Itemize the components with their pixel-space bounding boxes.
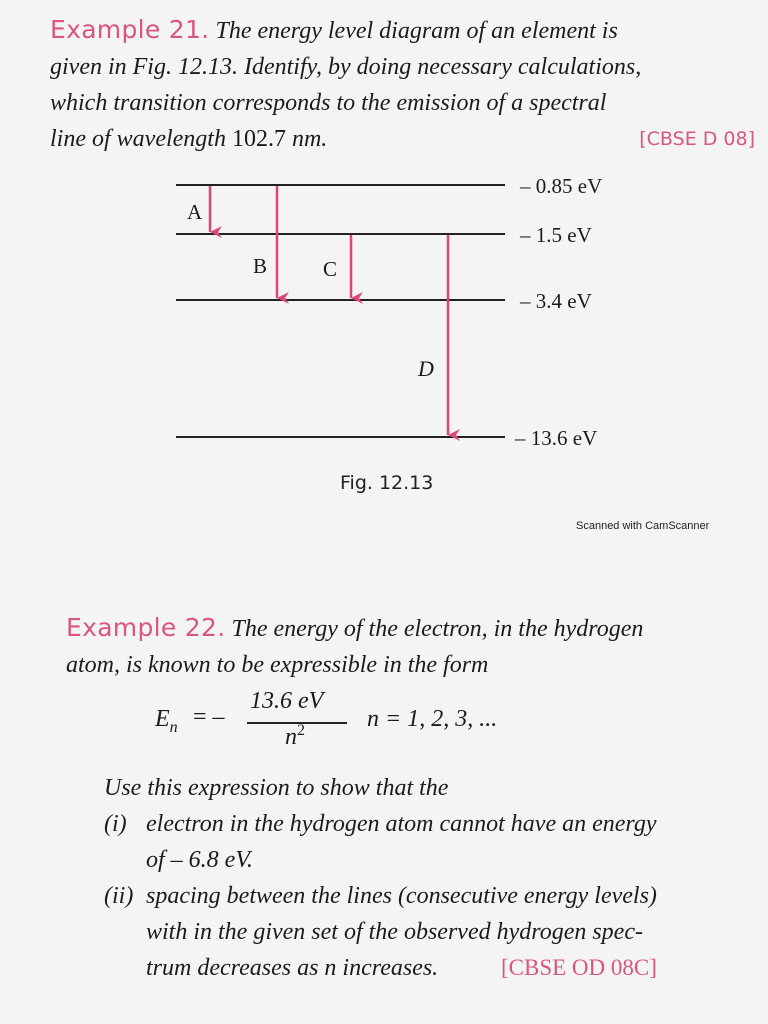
- item-ii-line-3: trum decreases as n increases.: [146, 955, 439, 981]
- figure-caption: Fig. 12.13: [340, 472, 434, 494]
- transition-label-a: A: [187, 200, 203, 224]
- example-21-text-4-suffix: nm.: [285, 126, 328, 152]
- level-label-1: – 0.85 eV: [520, 174, 603, 198]
- list-item-i-text: [146, 806, 657, 878]
- item-ii-line-1: spacing between the lines (consecutive energy levels): [146, 883, 657, 909]
- formula-lhs-subscript: n: [169, 718, 178, 736]
- list-marker-i: (i): [104, 811, 127, 837]
- formula-equals: = –: [193, 704, 225, 730]
- example-22-heading: Example 22.: [66, 613, 226, 642]
- formula-lhs-symbol: E: [155, 706, 170, 732]
- formula-numerator: 13.6 eV: [250, 688, 324, 714]
- item-ii-line-2: with in the given set of the observed hydrogen spec-: [146, 919, 643, 945]
- formula-lhs: [155, 706, 178, 737]
- item-i-line-1: electron in the hydrogen atom cannot have an energy: [146, 811, 657, 837]
- list-item: [104, 878, 754, 986]
- transition-label-c: C: [323, 257, 338, 281]
- transition-label-d: D: [418, 356, 434, 381]
- wavelength-value: 102.7: [231, 126, 286, 152]
- formula-condition: n = 1, 2, 3, ...: [367, 706, 498, 732]
- example-21-text-4-prefix: line of wavelength: [50, 126, 232, 152]
- list-item-ii-text: [146, 878, 657, 986]
- example-21-text-1: The energy level diagram of an element is: [215, 18, 618, 44]
- formula-denominator: [285, 722, 305, 751]
- list-item: [104, 806, 754, 878]
- example-22-body: [104, 770, 754, 986]
- example-22-line-1: [66, 610, 756, 647]
- level-label-3: – 3.4 eV: [520, 289, 592, 313]
- level-label-2: – 1.5 eV: [520, 223, 592, 247]
- scanner-watermark: Scanned with CamScanner: [576, 520, 710, 532]
- formula-denominator-symbol: n: [285, 724, 297, 750]
- example-22-text-1: The energy of the electron, in the hydrogen: [231, 616, 644, 642]
- example-21-text-3: which transition corresponds to the emission of a spectral: [50, 90, 607, 116]
- item-i-line-2: of – 6.8 eV.: [146, 847, 253, 873]
- level-label-4: – 13.6 eV: [515, 426, 598, 450]
- example-22: [66, 610, 756, 683]
- example-22-reference: [CBSE OD 08C]: [501, 955, 657, 980]
- example-22-text-2: atom, is known to be expressible in the form: [66, 652, 489, 678]
- energy-formula: [155, 688, 575, 758]
- energy-level-diagram: [0, 0, 768, 470]
- transition-label-b: B: [253, 254, 268, 278]
- example-21-text-2: given in Fig. 12.13. Identify, by doing necessary calculations,: [50, 54, 642, 80]
- formula-denominator-power: 2: [297, 722, 305, 739]
- example-21-heading: Example 21.: [50, 15, 210, 44]
- example-22-intro: Use this expression to show that the: [104, 775, 449, 801]
- list-marker-ii: (ii): [104, 883, 134, 909]
- item-ii-last-line: [146, 950, 657, 986]
- example-21-reference: [CBSE D 08]: [639, 128, 755, 150]
